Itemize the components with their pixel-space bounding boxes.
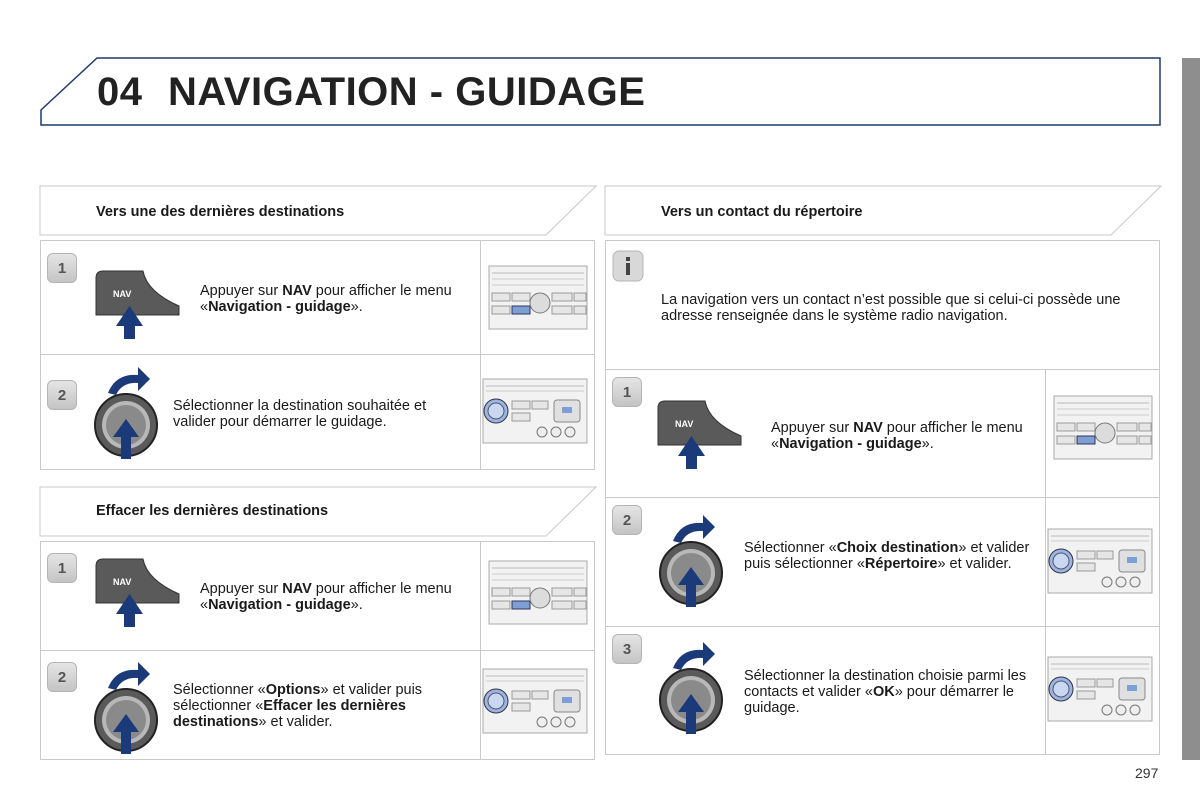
section-title-clear-destinations: Effacer les dernières destinations — [96, 503, 329, 519]
step-number-badge: 3 — [612, 634, 642, 664]
svg-text:NAV: NAV — [113, 289, 132, 299]
rotary-knob-icon — [94, 660, 160, 756]
radio-panel-knob-image — [1047, 528, 1153, 594]
step-number-badge: 1 — [47, 553, 77, 583]
row-divider — [605, 626, 1160, 627]
step-instruction-text: Sélectionner la destination souhaitée et valider pour démarrer le guidage. — [173, 398, 427, 430]
nav-button-icon — [95, 558, 185, 630]
info-note-text: La navigation vers un contact n’est possible que si celui-ci possède une adresse renseignée dans le système radio navigation. — [661, 292, 1121, 324]
svg-text:NAV: NAV — [113, 577, 132, 587]
svg-text:NAV: NAV — [675, 419, 694, 429]
radio-panel-knob-image — [482, 668, 588, 734]
radio-panel-knob-image — [482, 378, 588, 444]
row-divider — [40, 354, 595, 355]
radio-panel-nav-key-image — [488, 560, 588, 625]
info-icon — [612, 250, 644, 282]
nav-button-icon — [657, 400, 747, 472]
rotary-knob-icon — [94, 365, 160, 461]
chapter-title: NAVIGATION - GUIDAGE — [168, 70, 646, 114]
step-number-badge: 1 — [612, 377, 642, 407]
section-title-contact-directory: Vers un contact du répertoire — [661, 204, 863, 220]
row-divider — [605, 497, 1160, 498]
radio-panel-knob-image — [1047, 656, 1153, 722]
column-divider — [1045, 369, 1046, 755]
step-instruction-text: Sélectionner la destination choisie parmi les contacts et valider «OK» pour démarrer le guidage. — [744, 668, 1027, 716]
rotary-knob-icon — [659, 640, 725, 736]
page-number: 297 — [1135, 765, 1159, 781]
step-number-badge: 2 — [612, 505, 642, 535]
chapter-side-tab — [1182, 58, 1200, 760]
step-number-badge: 1 — [47, 253, 77, 283]
step-instruction-text: Appuyer sur NAV pour afficher le menu «Navigation - guidage». — [771, 420, 1023, 452]
step-instruction-text: Appuyer sur NAV pour afficher le menu «Navigation - guidage». — [200, 283, 452, 315]
row-divider — [40, 650, 595, 651]
step-instruction-text: Sélectionner «Options» et valider puis sélectionner «Effacer les dernières destinations» et valider. — [173, 682, 423, 730]
section-title-last-destinations: Vers une des dernières destinations — [96, 204, 345, 220]
row-divider — [605, 369, 1160, 370]
step-number-badge: 2 — [47, 662, 77, 692]
rotary-knob-icon — [659, 513, 725, 609]
chapter-number: 04 — [97, 70, 143, 114]
step-instruction-text: Sélectionner «Choix destination» et valider puis sélectionner «Répertoire» et valider. — [744, 540, 1030, 572]
step-number-badge: 2 — [47, 380, 77, 410]
radio-panel-nav-key-image — [1053, 395, 1153, 460]
step-instruction-text: Appuyer sur NAV pour afficher le menu «Navigation - guidage». — [200, 581, 452, 613]
column-divider — [480, 240, 481, 470]
column-divider — [480, 541, 481, 760]
nav-button-icon — [95, 270, 185, 342]
radio-panel-nav-key-image — [488, 265, 588, 330]
